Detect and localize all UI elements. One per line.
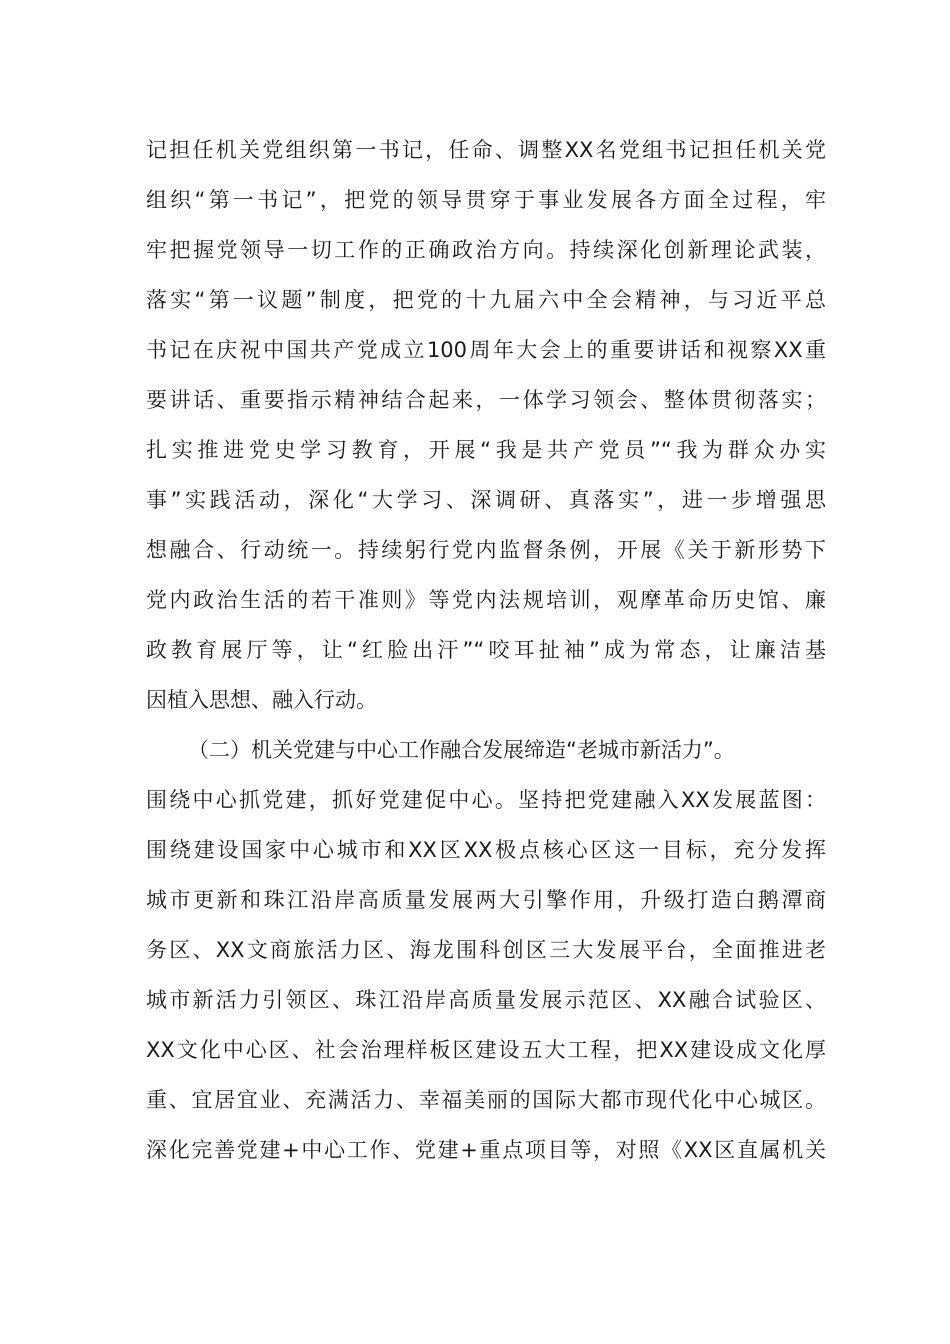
- text-line-8: 事”实践活动，深化“大学习、深调研、真落实”，进一步增强思: [146, 488, 826, 512]
- text-line-14: 围绕中心抓党建，抓好党建促中心。坚持把党建融入XX发展蓝图：: [146, 788, 826, 812]
- text-line-9: 想融合、行动统一。持续躬行党内监督条例，开展《关于新形势下: [146, 538, 826, 562]
- text-line-18: 城市新活力引领区、珠江沿岸高质量发展示范区、XX融合试验区、: [146, 988, 826, 1012]
- section-heading: （二）机关党建与中心工作融合发展缔造“老城市新活力”。: [188, 738, 735, 762]
- text-line-5: 书记在庆祝中国共产党成立100周年大会上的重要讲话和视察XX重: [146, 338, 826, 362]
- text-line-16: 城市更新和珠江沿岸高质量发展两大引擎作用，升级打造白鹅潭商: [146, 888, 826, 912]
- text-line-10: 党内政治生活的若干准则》等党内法规培训，观摩革命历史馆、廉: [146, 588, 826, 612]
- text-line-15: 围绕建设国家中心城市和XX区XX极点核心区这一目标，充分发挥: [146, 838, 826, 862]
- text-line-1: 记担任机关党组织第一书记，任命、调整XX名党组书记担任机关党: [146, 138, 826, 162]
- text-line-17: 务区、XX文商旅活力区、海龙围科创区三大发展平台，全面推进老: [146, 938, 826, 962]
- text-line-21: 深化完善党建+中心工作、党建+重点项目等，对照《XX区直属机关: [146, 1138, 826, 1162]
- text-line-7: 扎实推进党史学习教育，开展“我是共产党员”“我为群众办实: [146, 438, 826, 462]
- text-line-2: 组织“第一书记”，把党的领导贯穿于事业发展各方面全过程，牢: [146, 188, 826, 212]
- text-line-19: XX文化中心区、社会治理样板区建设五大工程，把XX建设成文化厚: [146, 1038, 826, 1062]
- text-line-4: 落实“第一议题”制度，把党的十九届六中全会精神，与习近平总: [146, 288, 826, 312]
- text-line-20: 重、宜居宜业、充满活力、幸福美丽的国际大都市现代化中心城区。: [146, 1088, 826, 1112]
- text-line-11: 政教育展厅等，让“红脸出汗”“咬耳扯袖”成为常态，让廉洁基: [146, 638, 826, 662]
- text-line-12: 因植入思想、融入行动。: [146, 688, 377, 712]
- text-line-6: 要讲话、重要指示精神结合起来，一体学习领会、整体贯彻落实；: [146, 388, 826, 412]
- text-line-3: 牢把握党领导一切工作的正确政治方向。持续深化创新理论武装，: [146, 238, 826, 262]
